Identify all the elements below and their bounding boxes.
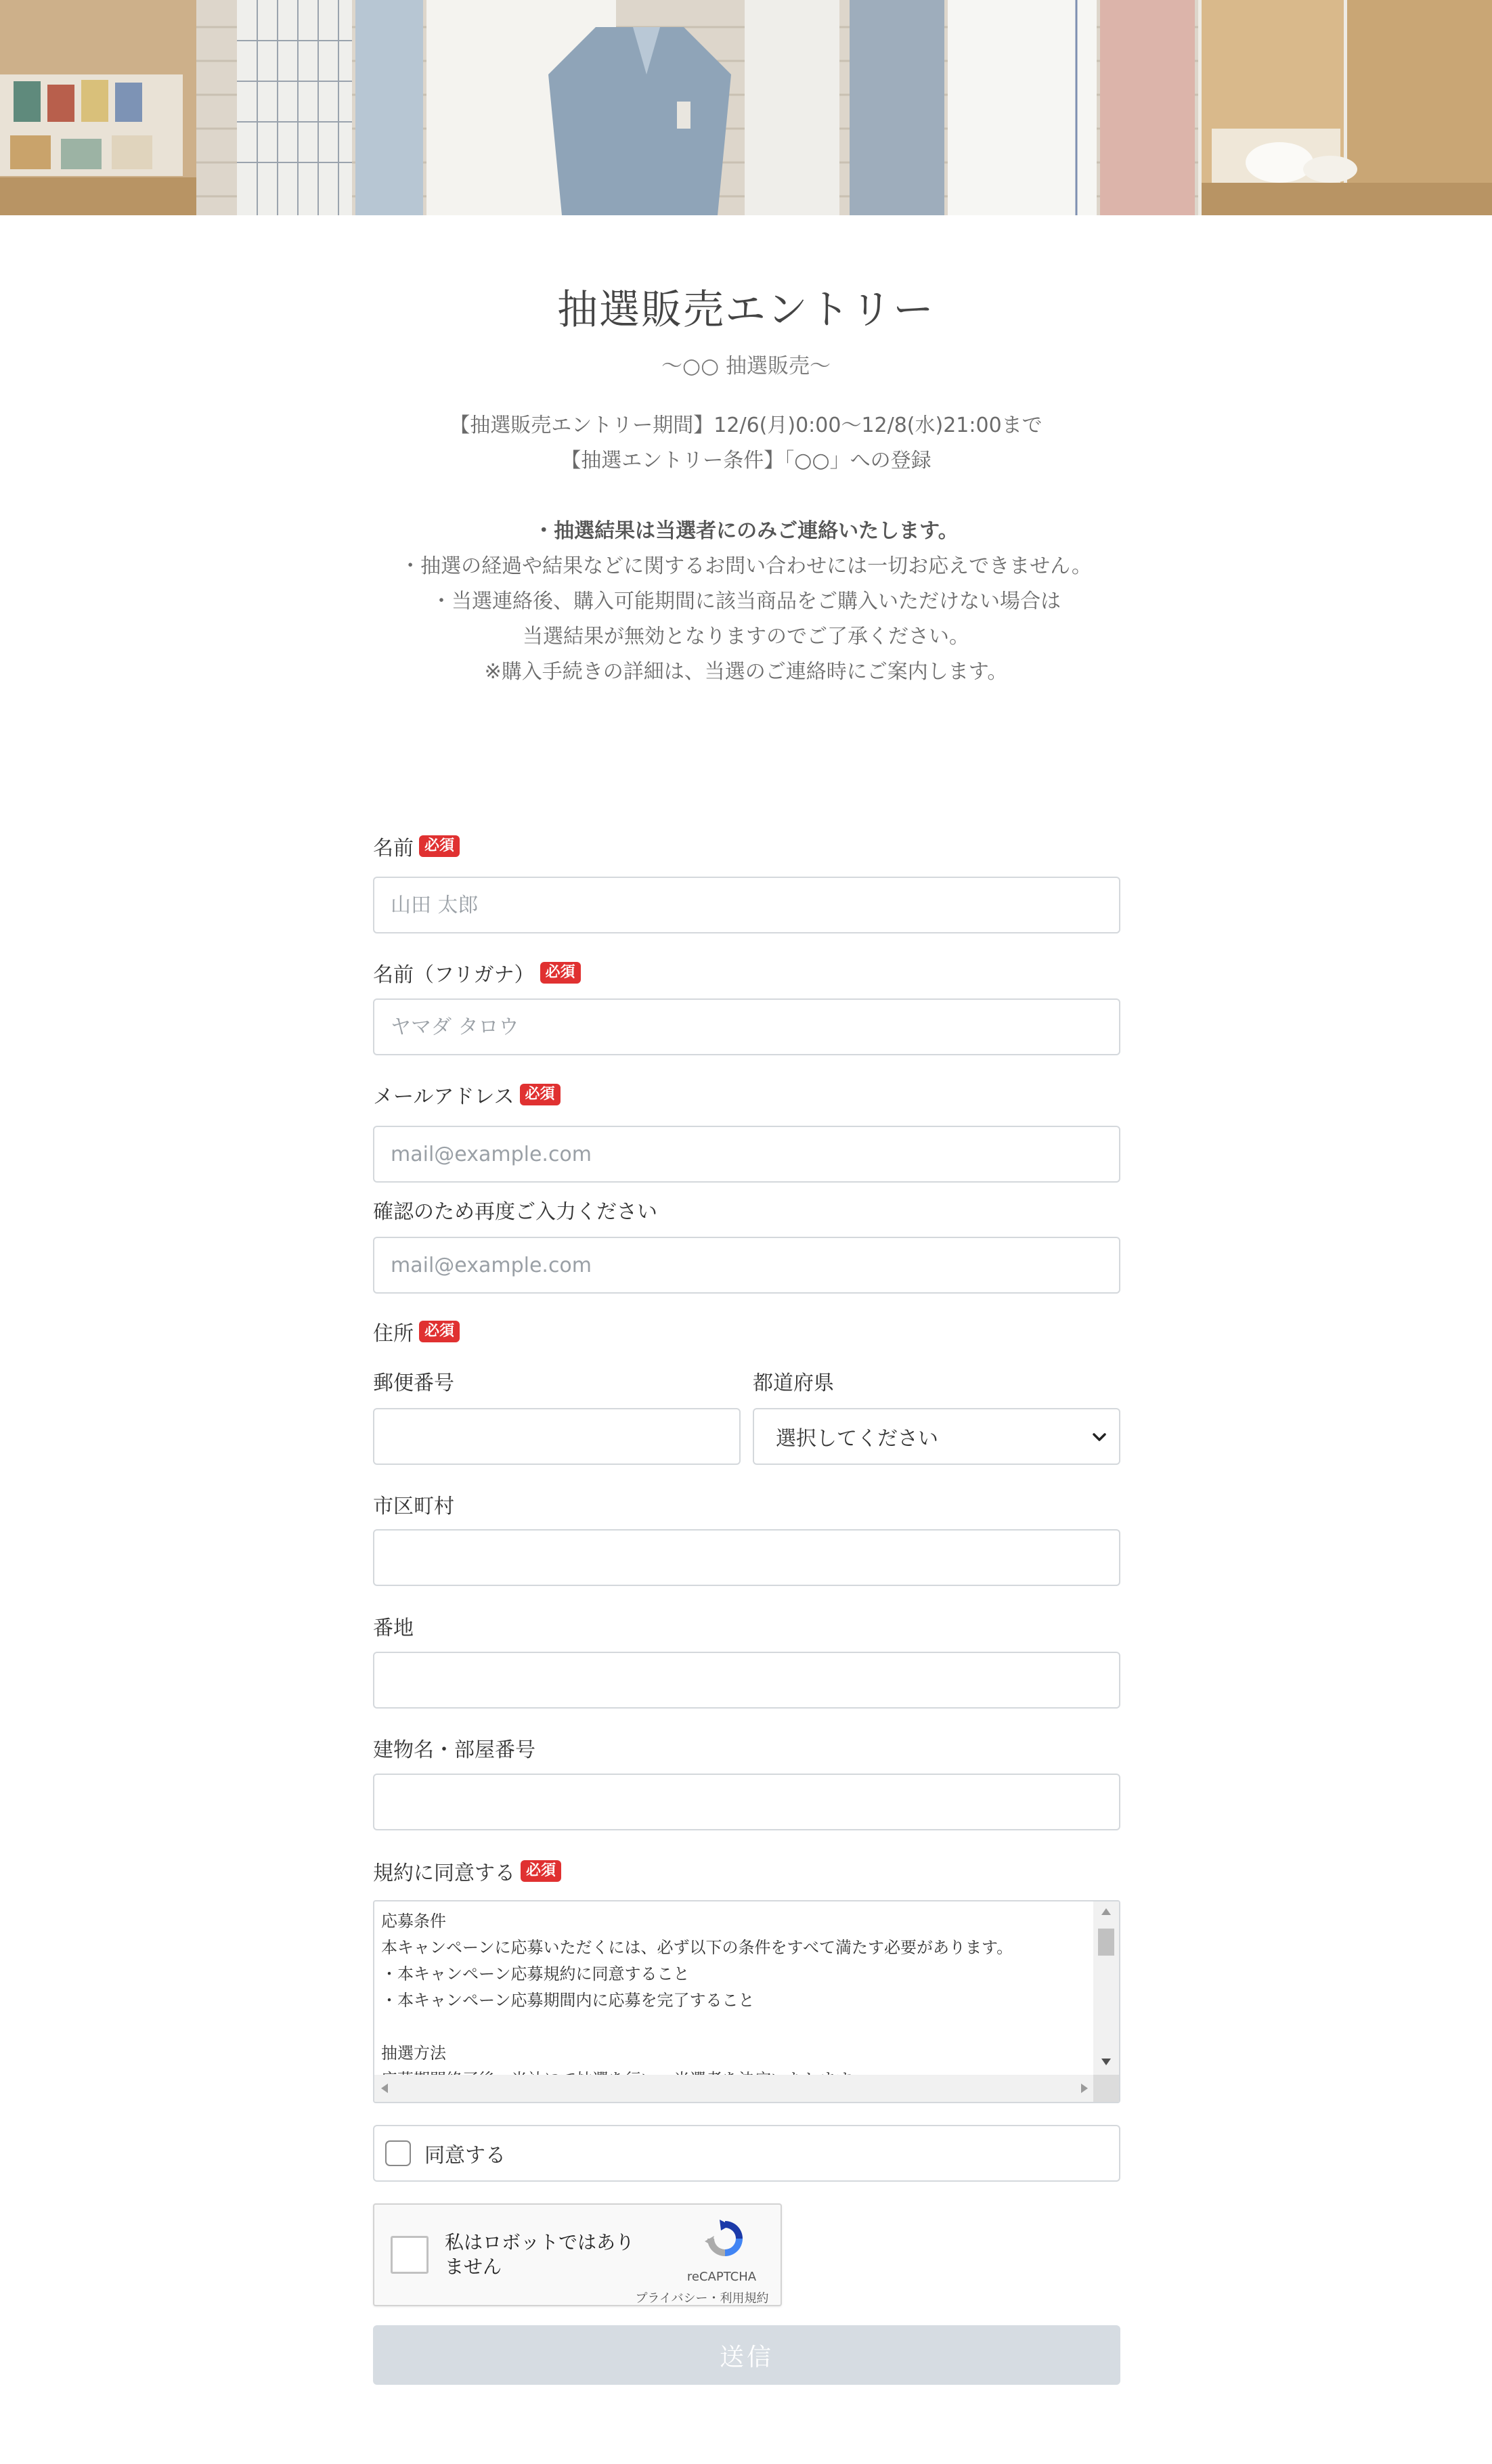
prefecture-label: 都道府県 [753, 1371, 834, 1395]
notice-winner-only: ・抽選結果は当選者にのみご連絡いたします。 [533, 519, 959, 543]
recaptcha-checkbox[interactable] [391, 2236, 429, 2274]
name-label: 名前 必須 [373, 831, 460, 861]
entry-condition: 【抽選エントリー条件】「○○」への登録 [561, 449, 931, 472]
email-confirm-input[interactable] [373, 1237, 1120, 1294]
notice-no-inquiries: ・抽選の経過や結果などに関するお問い合わせには一切お応えできません。 [400, 554, 1092, 578]
recaptcha-label: 私はロボットではありません [445, 2231, 635, 2278]
name-kana-label: 名前（フリガナ） 必須 [373, 958, 581, 988]
required-badge: 必須 [520, 1084, 561, 1105]
city-label: 市区町村 [373, 1495, 454, 1518]
notice-purchase-period: ・当選連絡後、購入可能期間に該当商品をご購入いただけない場合は [431, 590, 1061, 613]
prefecture-select[interactable] [753, 1408, 1120, 1465]
address-label: 住所 必須 [373, 1317, 460, 1346]
scroll-right-arrow-icon[interactable] [1081, 2084, 1088, 2093]
scroll-down-arrow-icon[interactable] [1101, 2059, 1111, 2065]
terms-vertical-scrollbar[interactable] [1093, 1901, 1119, 2076]
notice-details: ※購入手続きの詳細は、当選のご連絡時にご案内します。 [484, 660, 1008, 684]
postal-code-input[interactable] [373, 1408, 741, 1465]
postal-code-label: 郵便番号 [373, 1371, 454, 1395]
name-kana-input[interactable] [373, 998, 1120, 1055]
chevron-down-icon [1091, 1428, 1108, 1446]
agree-label: 同意する [424, 2144, 506, 2168]
required-badge: 必須 [419, 1321, 460, 1342]
recaptcha-logo-icon [703, 2217, 747, 2260]
required-badge: 必須 [540, 962, 581, 984]
terms-textarea[interactable] [373, 1900, 1120, 2103]
required-badge: 必須 [521, 1860, 561, 1882]
terms-label: 規約に同意する 必須 [373, 1856, 561, 1886]
terms-horizontal-scrollbar[interactable] [374, 2075, 1095, 2102]
prefecture-select-value: 選択してください [776, 1427, 938, 1451]
name-input[interactable] [373, 877, 1120, 933]
email-label: メールアドレス 必須 [373, 1080, 561, 1109]
building-input[interactable] [373, 1774, 1120, 1830]
entry-period: 【抽選販売エントリー期間】12/6(月)0:00〜12/8(水)21:00まで [449, 414, 1043, 437]
building-label: 建物名・部屋番号 [373, 1738, 535, 1762]
notice-invalid: 当選結果が無効となりますのでご了承ください。 [523, 625, 969, 648]
scroll-left-arrow-icon[interactable] [381, 2084, 388, 2093]
agree-row[interactable] [373, 2125, 1120, 2182]
city-input[interactable] [373, 1529, 1120, 1586]
hero-image [0, 0, 1492, 215]
scroll-up-arrow-icon[interactable] [1101, 1908, 1111, 1915]
recaptcha-widget [373, 2203, 782, 2306]
terms-text: 応募条件 本キャンペーンに応募いただくには、必ず以下の条件をすべて満たす必要があります。 ・本キャンペーン応募規約に同意すること ・本キャンペーン応募期間内に応募を完了すること 抽選方法 [381, 1912, 1013, 2063]
street-label: 番地 [373, 1616, 414, 1640]
required-badge: 必須 [419, 835, 460, 857]
page-title: 抽選販売エントリー [557, 286, 935, 334]
scrollbar-corner [1093, 2075, 1119, 2102]
page-subtitle: 〜○○ 抽選販売〜 [661, 354, 831, 378]
entry-info [0, 408, 1492, 690]
email-input[interactable] [373, 1126, 1120, 1183]
submit-button[interactable]: 送信 [373, 2325, 1120, 2385]
recaptcha-brand: reCAPTCHA [686, 2270, 757, 2284]
recaptcha-privacy-terms-link[interactable]: プライバシー・利用規約 [635, 2291, 769, 2306]
terms-scroll-thumb[interactable] [1098, 1929, 1114, 1956]
street-input[interactable] [373, 1652, 1120, 1709]
agree-checkbox[interactable] [385, 2140, 411, 2166]
email-confirm-label: 確認のため再度ご入力ください [373, 1200, 657, 1224]
